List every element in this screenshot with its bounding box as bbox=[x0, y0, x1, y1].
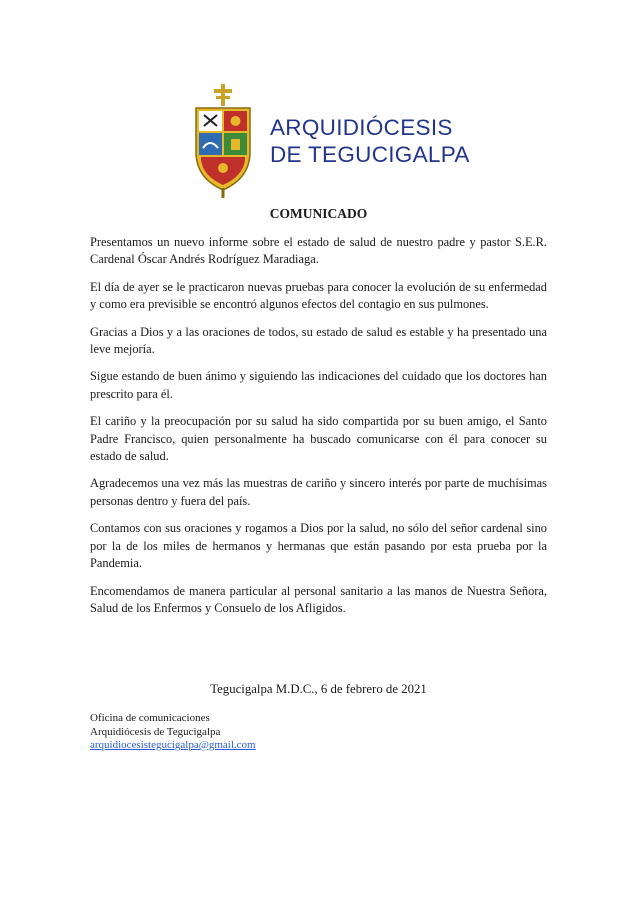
paragraph: El cariño y la preocupación por su salud ha sido compartida por su buen amigo, el Santo Padre Francisco, quien personalmente ha buscado comunicarse con él para conocer su estado de salud. bbox=[90, 414, 547, 464]
date-line: Tegucigalpa M.D.C., 6 de febrero de 2021 bbox=[210, 682, 427, 696]
paragraph: Presentamos un nuevo informe sobre el estado de salud de nuestro padre y pastor S.E.R. Cardenal Óscar Andrés Rodríguez Maradiaga. bbox=[90, 235, 547, 267]
paragraph: Agradecemos una vez más las muestras de cariño y sincero interés por parte de muchísimas personas dentro y fuera del país. bbox=[90, 476, 547, 508]
document-title: COMUNICADO bbox=[269, 206, 368, 221]
signature-email-link[interactable]: arquidiocesistegucigalpa@gmail.com bbox=[90, 739, 256, 751]
document-body bbox=[90, 234, 547, 627]
signature-block bbox=[90, 712, 256, 753]
paragraph: Contamos con sus oraciones y rogamos a Dios por la salud, no sólo del señor cardenal sino por la de los miles de hermanos y hermanas que están pasando por esta prueba por la Pandemia. bbox=[90, 521, 547, 571]
paragraph: El día de ayer se le practicaron nuevas pruebas para conocer la evolución de su enfermedad y como era previsible se encontró algunos efectos del contagio en sus pulmones. bbox=[90, 279, 547, 312]
paragraph: Gracias a Dios y a las oraciones de todos, su estado de salud es estable y ha presentado una leve mejoría. bbox=[90, 324, 547, 357]
organization-name bbox=[270, 114, 470, 168]
paragraph: Encomendamos de manera particular al personal sanitario a las manos de Nuestra Señora, Salud de los Enfermos y Consuelo de los Afligidos. bbox=[90, 583, 547, 615]
signature-organization: Arquidiócesis de Tegucigalpa bbox=[90, 725, 221, 738]
archdiocese-coat-of-arms-icon bbox=[188, 82, 258, 200]
organization-name-line-2: DE TEGUCIGALPA bbox=[270, 142, 470, 167]
signature-office: Oficina de comunicaciones bbox=[90, 712, 210, 724]
paragraph: Sigue estando de buen ánimo y siguiendo las indicaciones del cuidado que los doctores han prescrito para él. bbox=[90, 369, 547, 401]
organization-name-line-1: ARQUIDIÓCESIS bbox=[270, 115, 453, 140]
letterhead bbox=[188, 82, 468, 200]
